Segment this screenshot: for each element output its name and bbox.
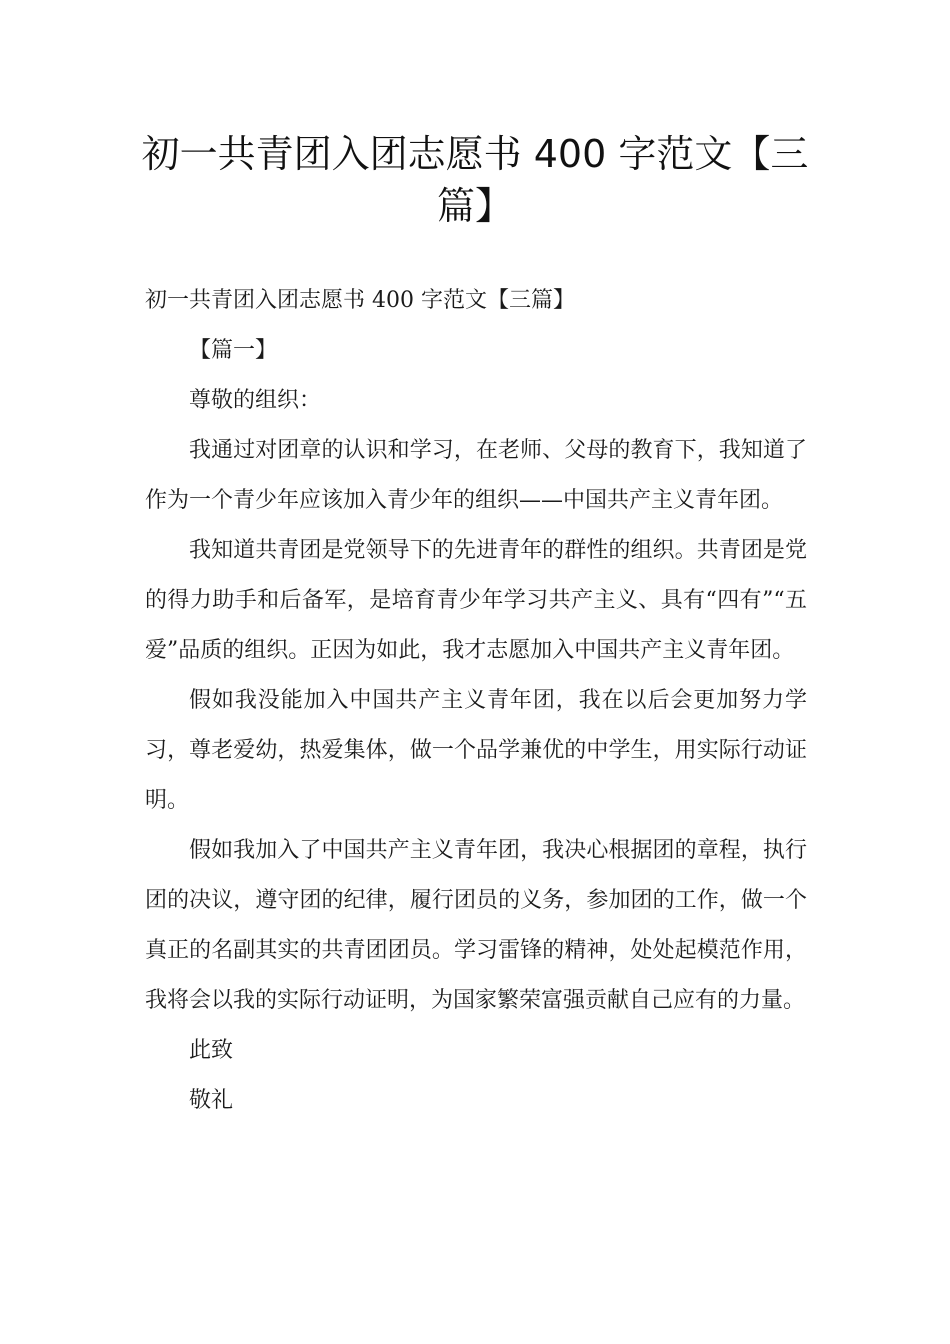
paragraph-body: 假如我没能加入中国共产主义青年团，我在以后会更加努力学习，尊老爱幼，热爱集体，做一个品学兼优的中学生，用实际行动证明。 (145, 688, 807, 813)
paragraph-section-heading: 【篇一】 (189, 338, 278, 363)
paragraph-closing: 此致 (189, 1038, 234, 1063)
document-body (145, 276, 807, 1126)
paragraph-body: 我知道共青团是党领导下的先进青年的群性的组织。共青团是党的得力助手和后备军，是培育青少年学习共产主义、具有“四有”“五爱”品质的组织。正因为如此，我才志愿加入中国共产主义青年团。 (145, 538, 807, 663)
paragraph-body: 我通过对团章的认识和学习，在老师、父母的教育下，我知道了作为一个青少年应该加入青少年的组织——中国共产主义青年团。 (145, 438, 807, 513)
paragraph-closing: 敬礼 (189, 1088, 234, 1113)
paragraph-subtitle: 初一共青团入团志愿书 400 字范文【三篇】 (145, 288, 575, 313)
paragraph-body: 假如我加入了中国共产主义青年团，我决心根据团的章程，执行团的决议，遵守团的纪律，履行团员的义务，参加团的工作，做一个真正的名副其实的共青团团员。学习雷锋的精神，处处起模范作用，我将会以我的实际行动证明，为国家繁荣富强贡献自己应有的力量。 (145, 838, 807, 1013)
paragraph-salutation: 尊敬的组织： (189, 388, 322, 413)
document-title: 初一共青团入团志愿书 400 字范文【三篇】 (141, 132, 809, 228)
